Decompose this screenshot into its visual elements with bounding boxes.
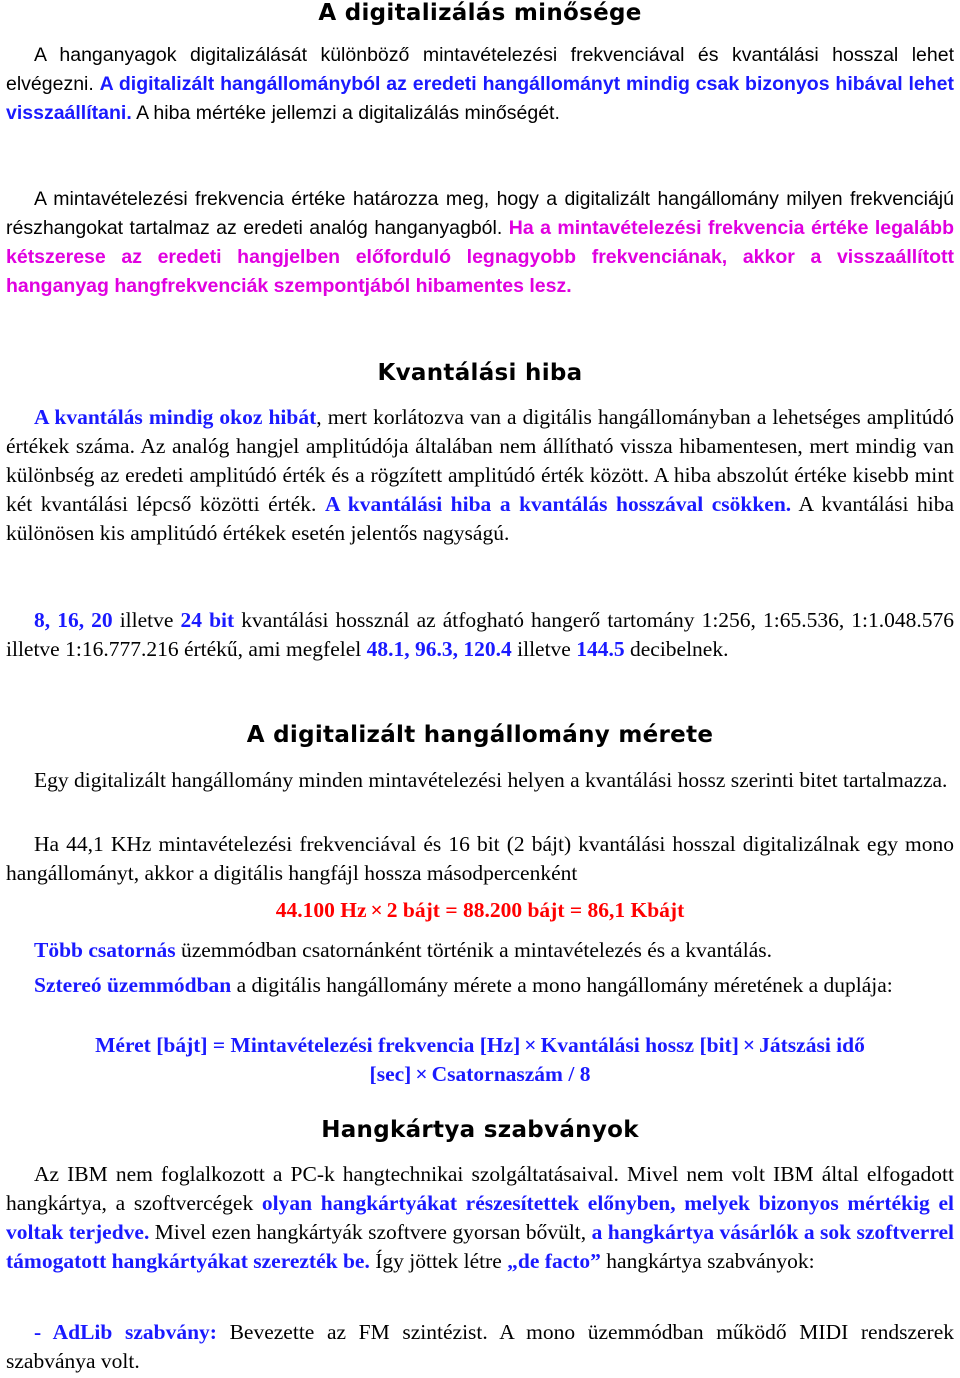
emphasis-text: A kvantálás mindig okoz hibát (34, 405, 317, 429)
paragraph-example (6, 830, 954, 888)
text: Így jöttek létre (369, 1249, 508, 1273)
text: , mert korlátozva van a digitális hangállományban a lehetséges amplitúdó értékek száma. Az analóg hangjel amplitúdója általában nem állítható vissza hibamentesen, mert mindig van különbség az eredeti amplitúdó érték és a rögzített amplitúdó érték között. A hiba abszolút értéke kisebb mint két kvantálási lépcső közötti érték. (6, 405, 955, 516)
paragraph-quantization (6, 403, 954, 548)
emphasis-text: Sztereó üzemmódban (34, 973, 232, 997)
heading-quantization-error: Kvantálási hiba (377, 360, 583, 386)
formula-part: 44.100 Hz (275, 898, 367, 922)
multiply-icon: × (415, 1062, 428, 1086)
paragraph-dynamic-range (6, 606, 954, 664)
bit-value: 24 bit (180, 608, 235, 632)
text: üzemmódban csatornánként történik a mintavételezés és a kvantálás. (175, 938, 772, 962)
text: A mintavételezési frekvencia értéke határozza meg, hogy a digitalizált hangállomány milyen frekvenciájú részhangokat tartalmaz az eredeti analóg hanganyagból. (6, 188, 954, 239)
emphasis-text: A digitalizált hangállományból az eredeti hangállományt mindig csak bizonyos hibával lehet visszaállítani. (6, 73, 954, 124)
text: kvantálási hossznál az átfogható hangerő tartomány 1:256, 1:65.536, 1:1.048.576 illetve 1:16.777.216 értékű, ami megfelel (6, 608, 955, 661)
text: Az IBM nem foglalkozott a PC-k hangtechnikai szolgáltatásaival. Mivel nem volt IBM által elfogadott hangkártya, a szoftvercégek (6, 1162, 954, 1215)
multiply-icon: × (742, 1033, 756, 1057)
formula-part: Csatornaszám / 8 (431, 1062, 591, 1086)
formula-part: Kvantálási hossz [bit] (540, 1033, 739, 1057)
paragraph-sampling (6, 185, 954, 301)
heading-soundcard-standards: Hangkártya szabványok (321, 1117, 639, 1143)
emphasis-text: Több csatornás (34, 938, 176, 962)
text: hangkártya szabványok: (600, 1249, 815, 1273)
paragraph-bits-per-sample (6, 766, 954, 795)
list-item-adlib (6, 1318, 954, 1376)
paragraph-stereo (6, 971, 954, 1000)
text: Ha 44,1 KHz mintavételezési frekvenciával és 16 bit (2 bájt) kvantálási hosszal digitalizálnak egy mono hangállományt, akkor a digitális hangfájl hossza másodpercenként (6, 832, 954, 885)
text: illetve (112, 608, 181, 632)
multiply-icon: × (370, 898, 383, 922)
text: Egy digitalizált hangállomány minden mintavételezési helyen a kvantálási hossz szerinti bitet tartalmazza. (34, 768, 948, 792)
db-value: 144.5 (576, 637, 625, 661)
formula-part: Méret [bájt] = Mintavételezési frekvencia [Hz] (95, 1033, 521, 1057)
emphasis-text: A kvantálási hiba a kvantálás hosszával csökken. (324, 492, 792, 516)
heading-file-size: A digitalizált hangállomány mérete (246, 722, 714, 748)
text: a digitális hangállomány mérete a mono hangállomány méretének a duplája: (231, 973, 893, 997)
formula-part: [sec] (369, 1062, 412, 1086)
db-values: 48.1, 96.3, 120.4 (366, 637, 512, 661)
formula-example (6, 896, 954, 925)
paragraph-intro (6, 41, 954, 128)
emphasis-text: a hangkártya vásárlók a sok szoftverrel támogatott hangkártyákat szerezték be. (6, 1220, 954, 1273)
text: illetve (511, 637, 577, 661)
heading-digitalization-quality: A digitalizálás minősége (318, 0, 642, 26)
text: decibelnek. (624, 637, 729, 661)
text: Bevezette az FM szintézist. A mono üzemmódban működő MIDI rendszerek szabványa volt. (6, 1320, 954, 1373)
list-item-label: - AdLib szabvány: (34, 1320, 217, 1344)
emphasis-text: „de facto” (507, 1249, 601, 1273)
formula-part: Játszási idő (759, 1033, 865, 1057)
paragraph-standards (6, 1160, 954, 1276)
emphasis-text: olyan hangkártyákat részesítettek előnyben, melyek bizonyos mértékig el voltak terjedve. (6, 1191, 954, 1244)
bit-values: 8, 16, 20 (34, 608, 113, 632)
text: A hanganyagok digitalizálását különböző mintavételezési frekvenciával és kvantálási hosszal lehet elvégezni. (6, 44, 954, 95)
text: A hiba mértéke jellemzi a digitalizálás minőségét. (131, 102, 560, 124)
paragraph-multichannel (6, 936, 954, 965)
formula-size (6, 1031, 954, 1089)
text: Mivel ezen hangkártyák szoftvere gyorsan bővült, (149, 1220, 592, 1244)
formula-part: 2 bájt = 88.200 bájt = 86,1 Kbájt (386, 898, 685, 922)
text: A kvantálási hiba különösen kis amplitúdó értékek esetén jelentős nagyságú. (6, 492, 955, 545)
multiply-icon: × (524, 1033, 537, 1057)
emphasis-text: Ha a mintavételezési frekvencia értéke legalább kétszerese az eredeti hangjelben előforduló legnagyobb frekvenciának, akkor a visszaállított hanganyag hangfrekvenciák szempontjából hibamentes lesz. (6, 217, 954, 297)
